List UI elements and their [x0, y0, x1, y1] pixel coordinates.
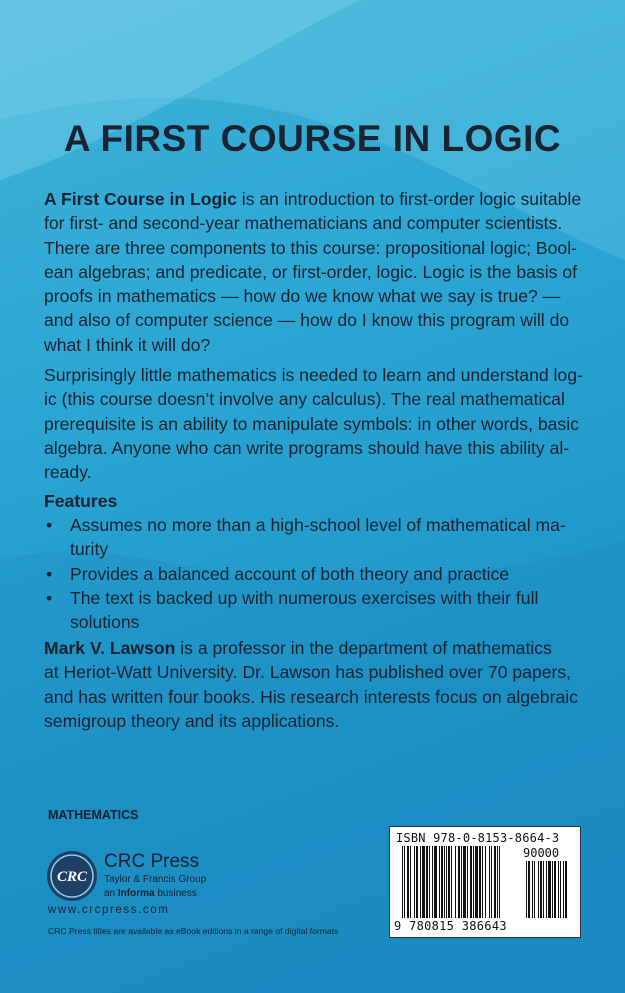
logo-text: CRC	[56, 869, 88, 885]
prerequisites-paragraph	[44, 363, 599, 484]
intro-line: is an introduction to first-order logic suitable	[236, 189, 582, 209]
business-prefix: an	[104, 888, 118, 899]
ebook-note: CRC Press titles are available as eBook editions in a range of digital formats	[48, 926, 339, 936]
bio-line: and has written four books. His research interests focus on algebraic	[44, 686, 578, 707]
price-code: 90000	[523, 846, 560, 860]
intro-line: what I think it will do?	[44, 334, 211, 355]
feature-item	[44, 586, 599, 635]
book-title: A FIRST COURSE IN LOGIC	[63, 118, 562, 159]
ean-number: 9 780815 386643	[394, 919, 507, 933]
addon-barcode-bars-icon	[526, 861, 570, 918]
intro-line: for first- and second-year mathematicians and computer scientists.	[44, 213, 563, 234]
bio-line: is a professor in the department of mathematics	[175, 638, 552, 658]
feature-line: turity	[70, 539, 109, 560]
feature-line: Provides a balanced account of both theory and practice	[70, 563, 510, 584]
para2-line: Surprisingly little mathematics is needed to learn and understand log-	[44, 365, 583, 385]
feature-line: solutions	[70, 612, 140, 633]
intro-line: There are three components to this course: propositional logic; Bool-	[44, 237, 577, 258]
features-heading: Features	[44, 491, 118, 511]
isbn-barcode	[389, 826, 581, 938]
publisher-url: www.crcpress.com	[48, 904, 170, 916]
feature-item	[44, 513, 599, 562]
intro-paragraph	[44, 187, 599, 357]
para2-line: ic (this course doesn’t involve any calculus). The real mathematical	[44, 389, 565, 410]
author-name: Mark V. Lawson	[44, 638, 176, 658]
isbn-text: ISBN 978-0-8153-8664-3	[396, 831, 560, 845]
bio-line: semigroup theory and its applications.	[44, 710, 340, 731]
bio-line: at Heriot-Watt University. Dr. Lawson has published over 70 papers,	[44, 662, 572, 683]
subject-category: MATHEMATICS	[48, 808, 139, 822]
publisher-name: CRC Press	[104, 851, 200, 872]
bullet-icon: •	[46, 515, 53, 535]
para2-line: ready.	[44, 462, 92, 483]
crc-logo-icon	[46, 850, 98, 902]
intro-line: and also of computer science — how do I know this program will do	[44, 310, 570, 331]
barcode-bars-icon	[402, 846, 520, 918]
intro-line: proofs in mathematics — how do we know what we say is true? —	[44, 286, 561, 307]
features-list	[44, 513, 599, 634]
business-suffix: business	[154, 888, 197, 899]
publisher-business	[104, 888, 197, 899]
para2-line: algebra. Anyone who can write programs should have this ability al-	[44, 437, 570, 458]
bullet-icon: •	[46, 587, 53, 608]
bullet-icon: •	[46, 563, 53, 584]
publisher-group: Taylor & Francis Group	[104, 874, 207, 885]
intro-book-name: A First Course in Logic	[44, 189, 237, 209]
para2-line: prerequisite is an ability to manipulate symbols: in other words, basic	[44, 413, 579, 434]
business-name: Informa	[117, 888, 155, 899]
feature-line: The text is backed up with numerous exercises with their full	[70, 587, 539, 608]
feature-item	[44, 562, 599, 586]
feature-line: Assumes no more than a high-school level of mathematical ma-	[70, 515, 566, 535]
intro-line: ean algebras; and predicate, or first-order, logic. Logic is the basis of	[44, 261, 577, 282]
author-bio	[44, 636, 599, 733]
